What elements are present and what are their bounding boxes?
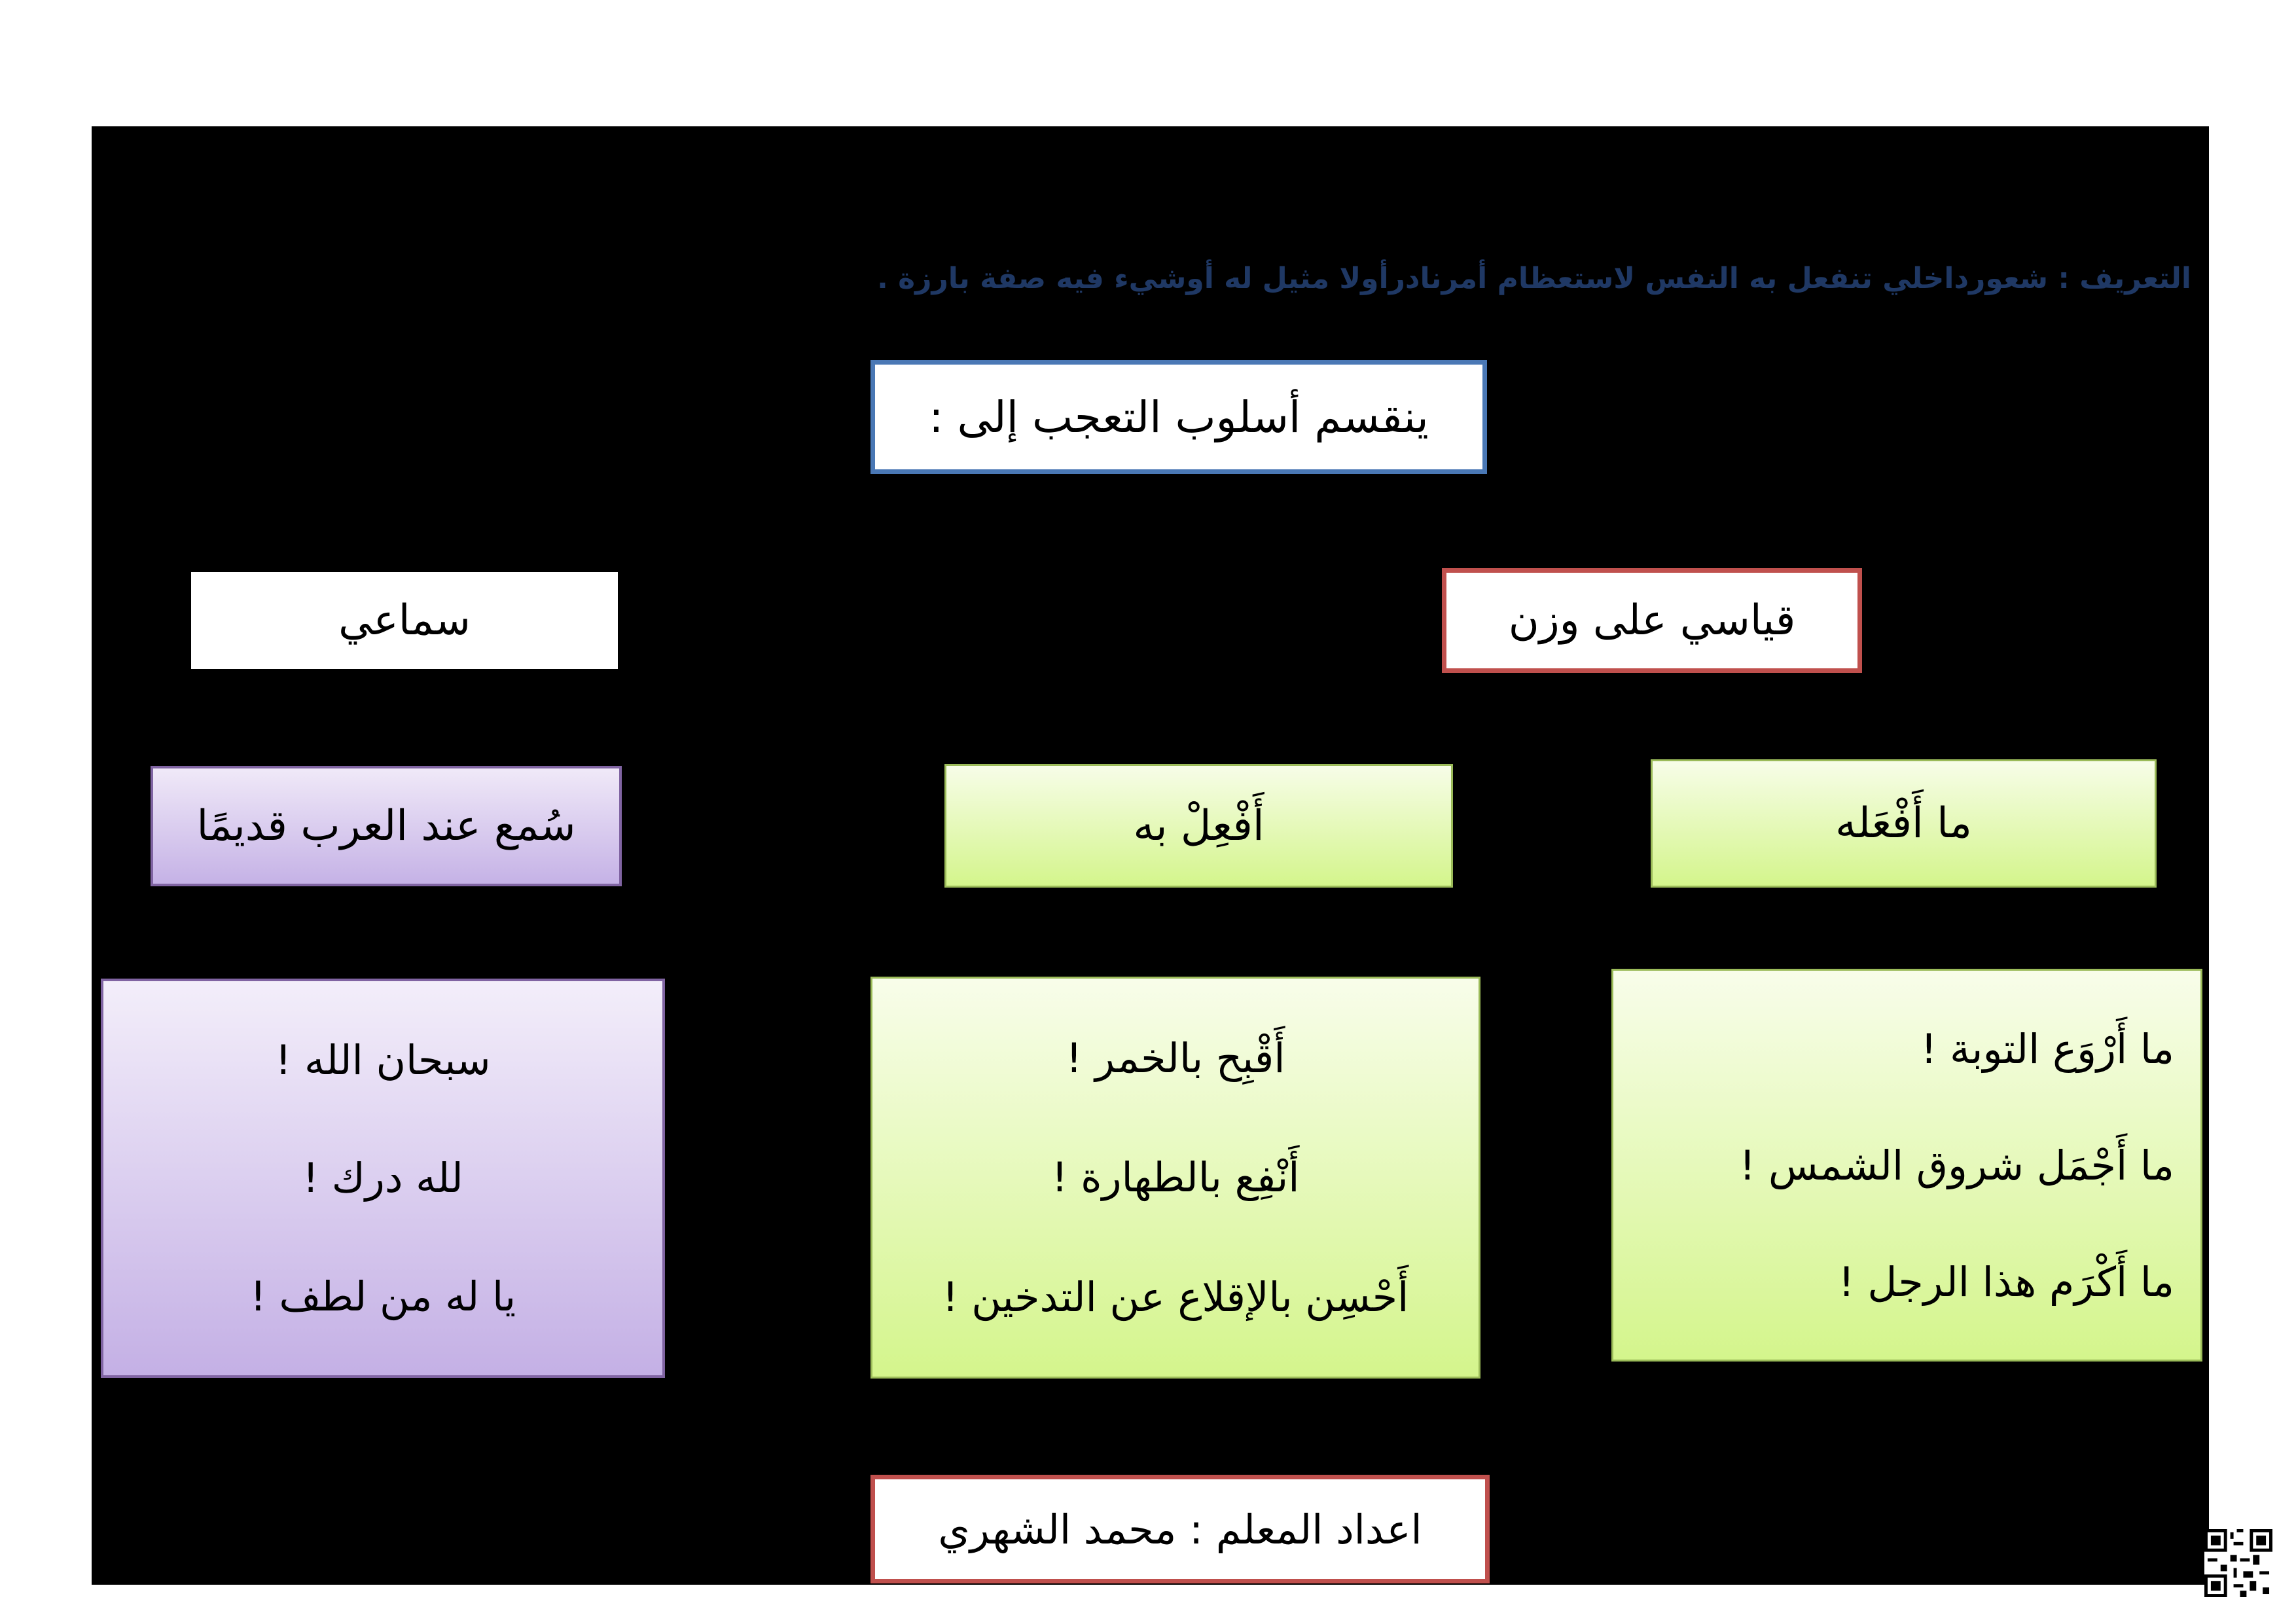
afil-bihi-head-label: أَفْعِلْ به [1133,801,1265,850]
diagram-title-box [870,360,1487,474]
author-label: اعداد المعلم : محمد الشهري [938,1505,1422,1553]
semai-subhead-box [151,766,622,886]
qiyasi-head-label: قياسي على وزن [1508,596,1796,645]
afil-bihi-examples-box [870,977,1480,1379]
author-box [870,1475,1490,1583]
semai-head-label: سماعي [338,596,471,645]
semai-head-box [191,572,618,669]
semai-example: يا له من لطف ! [249,1272,516,1321]
afil-bihi-example: أَقْبِح بالخمر ! [1066,1034,1285,1082]
semai-examples-box [101,979,665,1378]
ma-afala-example: ما أَجْمَل شروق الشمس ! [1739,1141,2174,1189]
afil-bihi-head-box [944,764,1453,888]
ma-afala-example: ما أَرْوَع التوبة ! [1920,1024,2174,1073]
semai-example: سبحان الله ! [275,1036,491,1084]
qiyasi-head-box [1442,568,1862,673]
afil-bihi-example: أَحْسِن بالإقلاع عن التدخين ! [942,1273,1409,1322]
diagram-title: ينقسم أسلوب التعجب إلى : [929,391,1429,442]
semai-example: لله درك ! [302,1154,463,1202]
afil-bihi-example: أَنْفِع بالطهارة ! [1051,1153,1300,1202]
ma-afala-head-label: ما أَفْعَله [1835,799,1972,848]
definition-text: التعريف : شعورداخلي تنفعل به النفس لاستعظام أمرنادرأولا مثيل له أوشيء فيه صفة بارزة . [877,262,2191,295]
ma-afala-example: ما أَكْرَم هذا الرجل ! [1838,1257,2174,1306]
ma-afala-head-box [1651,759,2157,888]
ma-afala-examples-box [1611,969,2202,1362]
semai-subhead-label: سُمع عند العرب قديمًا [196,802,576,850]
qr-code-icon [2204,1529,2272,1597]
